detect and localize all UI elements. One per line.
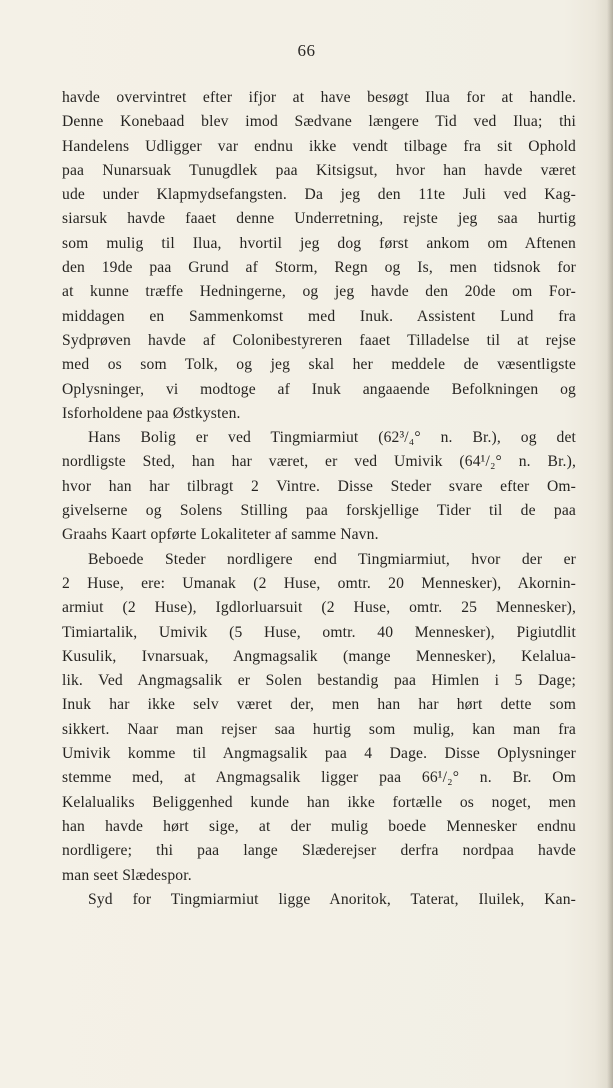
text-line: hvor han har tilbragt 2 Vintre. Disse Steder svare efter Om- [62,477,576,495]
text-line: han havde hørt sige, at der mulig boede Mennesker endnu [62,817,576,835]
text-line: Handelens Udligger var endnu ikke vendt tilbage fra sit Ophold [62,137,576,155]
text-line: havde overvintret efter ifjor at have besøgt Ilua for at handle. [62,89,576,106]
text-line: ude under Klapmydsefangsten. Da jeg den 11te Juli ved Kag- [62,186,576,204]
text-line: Kelalualiks Beliggenhed kunde han ikke fortælle os noget, men [62,793,576,811]
text-line: som mulig til Ilua, hvortil jeg dog først ankom om Aftenen [62,234,576,252]
text-line: sikkert. Naar man rejser saa hurtig som mulig, kan man fra [62,720,576,738]
text-line: 2 Huse, ere: Umanak (2 Huse, omtr. 20 Mennesker), Akornin- [62,574,576,592]
text-line: armiut (2 Huse), Igdlorluarsuit (2 Huse, omtr. 25 Mennesker), [62,599,576,617]
text-line: nordligere; thi paa lange Slæderejser derfra nordpaa havde [62,842,576,860]
page-edge-shadow [607,0,613,1088]
text-line: Isforholdene paa Østkysten. [62,404,241,422]
text-line: Sydprøven havde af Colonibestyreren faaet Tilladelse til at rejse [62,331,576,349]
text-line: Inuk har ikke selv været der, men han har hørt dette som [62,696,576,714]
text-line: siarsuk havde faaet denne Underretning, rejste jeg saa hurtig [62,210,576,228]
text-line: Umivik komme til Angmagsalik paa 4 Dage. Disse Oplysninger [62,745,576,763]
text-line: med os som Tolk, og jeg skal her meddele de væsentligste [62,356,576,374]
text-line: man seet Slædespor. [62,866,192,884]
text-line: Oplysninger, vi modtoge af Inuk angaaende Befolkningen og [62,380,576,398]
text-line: at kunne træffe Hedningerne, og jeg havde den 20de om For- [62,283,576,301]
page-number: 66 [297,41,316,60]
text-line: Denne Konebaad blev imod Sædvane længere Tid ved Ilua; thi [62,113,576,131]
text-line: Graahs Kaart opførte Lokaliteter af samme Navn. [62,526,379,544]
text-line: middagen en Sammenkomst med Inuk. Assistent Lund fra [62,307,576,325]
text-line: nordligste Sted, han har været, er ved Umivik (64¹/₂° n. Br.), [62,453,576,471]
text-line: Beboede Steder nordligere end Tingmiarmiut, hvor der er [88,550,576,568]
text-line: Kusulik, Ivnarsuak, Angmagsalik (mange Mennesker), Kelalua- [62,647,576,665]
text-line: givelserne og Solens Stilling paa forskjellige Tider til de paa [62,502,576,520]
text-line: Timiartalik, Umivik (5 Huse, omtr. 40 Mennesker), Pigiutdlit [62,623,576,641]
text-line: Hans Bolig er ved Tingmiarmiut (62³/₄° n. Br.), og det [88,429,576,447]
text-line: lik. Ved Angmagsalik er Solen bestandig paa Himlen i 5 Dage; [62,672,576,690]
text-line: den 19de paa Grund af Storm, Regn og Is, men tidsnok for [62,259,576,277]
text-line: paa Nunarsuak Tunugdlek paa Kitsigsut, hvor han havde været [62,161,576,179]
text-line: Syd for Tingmiarmiut ligge Anoritok, Taterat, Iluilek, Kan- [88,890,576,908]
body-text [62,86,576,912]
text-line: stemme med, at Angmagsalik ligger paa 66¹/₂° n. Br. Om [62,769,576,787]
